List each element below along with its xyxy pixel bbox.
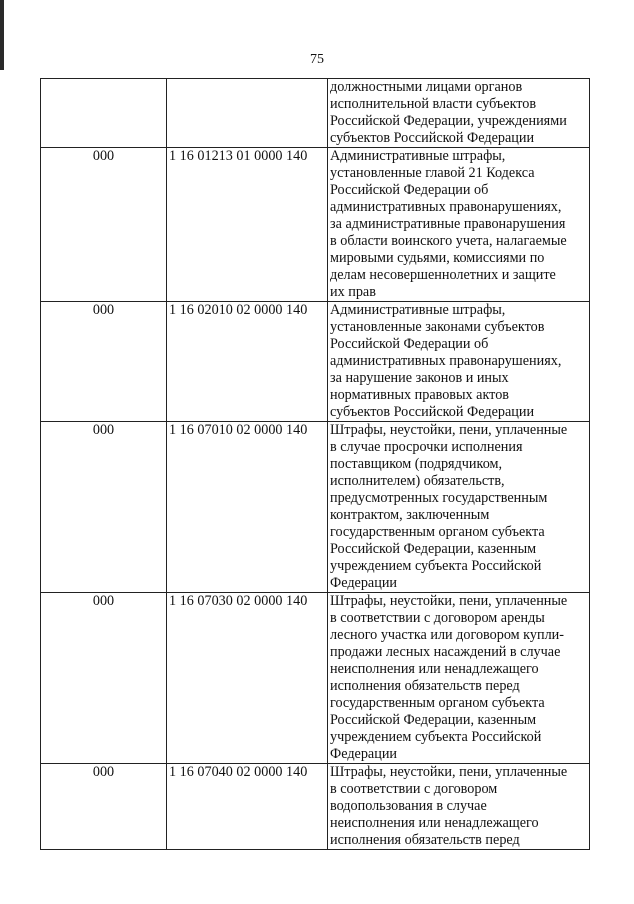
revenue-name-line: Российской Федерации, казенным bbox=[330, 541, 537, 557]
revenue-name-line: делам несовершеннолетних и защите bbox=[330, 267, 556, 283]
revenue-name-line: государственным органом субъекта bbox=[330, 695, 545, 711]
revenue-name-line: установленные законами субъектов bbox=[330, 319, 545, 335]
revenue-name-line: поставщиком (подрядчиком, bbox=[330, 456, 503, 472]
revenue-name-line: водопользования в случае bbox=[330, 798, 487, 814]
revenue-name-line: исполнительной власти субъектов bbox=[330, 96, 537, 112]
revenue-name-line: Российской Федерации об bbox=[330, 182, 489, 198]
revenue-name-line: Административные штрафы, bbox=[330, 302, 506, 318]
revenue-name-line: государственным органом субъекта bbox=[330, 524, 545, 540]
revenue-name-line: неисполнения или ненадлежащего bbox=[330, 661, 539, 677]
revenue-name-line: субъектов Российской Федерации bbox=[330, 404, 535, 420]
revenue-name-line: исполнителем) обязательств, bbox=[330, 473, 505, 489]
table-row bbox=[41, 593, 590, 764]
admin-code-cell: 000 bbox=[41, 593, 167, 764]
revenue-name-line: Штрафы, неустойки, пени, уплаченные bbox=[330, 593, 568, 609]
revenue-name-line: Федерации bbox=[330, 575, 398, 591]
revenue-name-line: Российской Федерации об bbox=[330, 336, 489, 352]
revenue-name-line: в случае просрочки исполнения bbox=[330, 439, 523, 455]
revenue-name-line: Штрафы, неустойки, пени, уплаченные bbox=[330, 764, 568, 780]
revenue-name-cell bbox=[328, 593, 590, 764]
revenue-name-cell bbox=[328, 422, 590, 593]
budget-classification-table bbox=[40, 78, 590, 850]
revenue-name-line: административных правонарушениях, bbox=[330, 353, 562, 369]
revenue-name-line: в соответствии с договором bbox=[330, 781, 498, 797]
revenue-name-line: нормативных правовых актов bbox=[330, 387, 509, 403]
revenue-name-line: административных правонарушениях, bbox=[330, 199, 562, 215]
table-row bbox=[41, 422, 590, 593]
page-number: 75 bbox=[310, 52, 324, 67]
revenue-name-line: за административные правонарушения bbox=[330, 216, 566, 232]
admin-code-cell bbox=[41, 79, 167, 148]
revenue-name-cell bbox=[328, 764, 590, 850]
budget-code-cell bbox=[167, 79, 328, 148]
revenue-name-line: Федерации bbox=[330, 746, 398, 762]
revenue-name-line: Административные штрафы, bbox=[330, 148, 506, 164]
table-body bbox=[41, 79, 590, 850]
table-row bbox=[41, 148, 590, 302]
revenue-name-line: учреждением субъекта Российской bbox=[330, 558, 542, 574]
revenue-name-line: предусмотренных государственным bbox=[330, 490, 548, 506]
budget-code-cell: 1 16 07040 02 0000 140 bbox=[167, 764, 328, 850]
revenue-name-line: учреждением субъекта Российской bbox=[330, 729, 542, 745]
revenue-name-line: Штрафы, неустойки, пени, уплаченные bbox=[330, 422, 568, 438]
revenue-name-line: исполнения обязательств перед bbox=[330, 678, 520, 694]
revenue-name-line: мировыми судьями, комиссиями по bbox=[330, 250, 545, 266]
admin-code-cell: 000 bbox=[41, 148, 167, 302]
table-row bbox=[41, 79, 590, 148]
revenue-name-cell bbox=[328, 79, 590, 148]
revenue-name-line: Российской Федерации, учреждениями bbox=[330, 113, 567, 129]
budget-code-cell: 1 16 02010 02 0000 140 bbox=[167, 302, 328, 422]
revenue-name-cell bbox=[328, 302, 590, 422]
budget-code-cell: 1 16 07030 02 0000 140 bbox=[167, 593, 328, 764]
revenue-name-line: исполнения обязательств перед bbox=[330, 832, 520, 848]
revenue-name-line: их прав bbox=[330, 284, 376, 300]
revenue-name-line: в соответствии с договором аренды bbox=[330, 610, 545, 626]
budget-code-cell: 1 16 07010 02 0000 140 bbox=[167, 422, 328, 593]
revenue-name-line: за нарушение законов и иных bbox=[330, 370, 509, 386]
revenue-name-line: установленные главой 21 Кодекса bbox=[330, 165, 535, 181]
admin-code-cell: 000 bbox=[41, 422, 167, 593]
revenue-name-line: должностными лицами органов bbox=[330, 79, 523, 95]
revenue-name-line: Российской Федерации, казенным bbox=[330, 712, 537, 728]
revenue-name-line: субъектов Российской Федерации bbox=[330, 130, 535, 146]
table-row bbox=[41, 302, 590, 422]
revenue-name-cell bbox=[328, 148, 590, 302]
revenue-name-line: лесного участка или договором купли- bbox=[330, 627, 564, 643]
admin-code-cell: 000 bbox=[41, 302, 167, 422]
revenue-name-line: неисполнения или ненадлежащего bbox=[330, 815, 539, 831]
table-row bbox=[41, 764, 590, 850]
budget-code-cell: 1 16 01213 01 0000 140 bbox=[167, 148, 328, 302]
revenue-name-line: контрактом, заключенным bbox=[330, 507, 490, 523]
revenue-name-line: в области воинского учета, налагаемые bbox=[330, 233, 567, 249]
admin-code-cell: 000 bbox=[41, 764, 167, 850]
revenue-name-line: продажи лесных насаждений в случае bbox=[330, 644, 561, 660]
